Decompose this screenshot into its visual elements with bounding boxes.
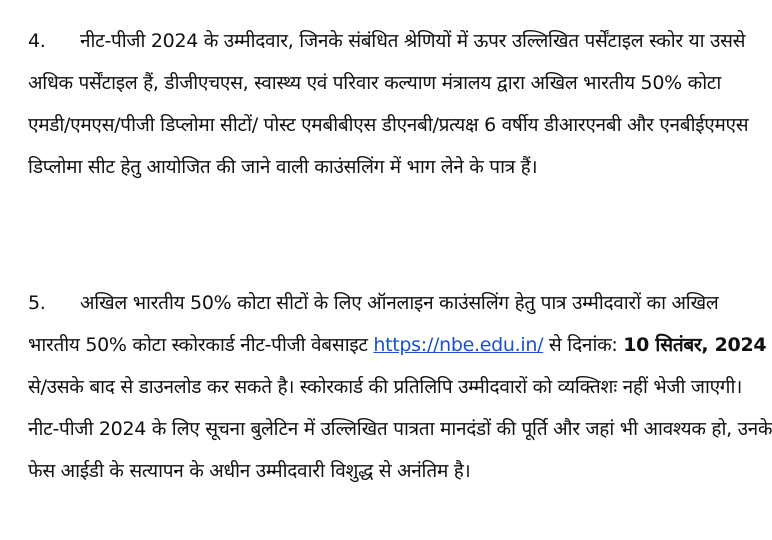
paragraph-5 [28, 282, 772, 492]
paragraph-text: से दिनांक: [543, 334, 624, 356]
paragraph-line: नीट-पीजी 2024 के लिए सूचना बुलेटिन में उल्लिखित पात्रता मानदंडों की पूर्ति और जहां भी आवश्यक हो, उनके [28, 418, 772, 440]
paragraph-4 [28, 20, 749, 188]
nbe-website-link[interactable]: https://nbe.edu.in/ [373, 334, 544, 356]
paragraph-text: अखिल भारतीय 50% कोटा सीटों के लिए ऑनलाइन काउंसलिंग हेतु पात्र उम्मीदवारों का अखिल [80, 292, 719, 314]
date-highlight: 10 सितंबर, 2024 [623, 334, 767, 356]
paragraph-line [28, 324, 767, 366]
paragraph-line [28, 20, 746, 62]
paragraph-line: अधिक पर्सेंटाइल हैं, डीजीएचएस, स्वास्थ्य एवं परिवार कल्याण मंत्रालय द्वारा अखिल भारतीय 50% कोटा [28, 72, 722, 94]
paragraph-line: एमडी/एमएस/पीजी डिप्लोमा सीटों/ पोस्ट एमबीबीएस डीएनबी/प्रत्यक्ष 6 वर्षीय डीआरएनबी और एनबीईएमएस [28, 114, 749, 136]
paragraph-line: डिप्लोमा सीट हेतु आयोजित की जाने वाली काउंसलिंग में भाग लेने के पात्र हैं। [28, 156, 538, 178]
paragraph-text: नीट-पीजी 2024 के उम्मीदवार, जिनके संबंधित श्रेणियों में ऊपर उल्लिखित पर्सेंटाइल स्कोर या उससे [80, 30, 746, 52]
paragraph-line [28, 282, 719, 324]
paragraph-line: फेस आईडी के सत्यापन के अधीन उम्मीदवारी विशुद्ध से अनंतिम है। [28, 460, 471, 482]
paragraph-number: 5. [28, 292, 46, 314]
paragraph-number: 4. [28, 30, 46, 52]
paragraph-text: भारतीय 50% कोटा स्कोरकार्ड नीट-पीजी वेबसाइट [28, 334, 374, 356]
paragraph-line: से/उसके बाद से डाउनलोड कर सकते है। स्कोरकार्ड की प्रतिलिपि उम्मीदवारों को व्यक्तिशः नहीं भेजी जाएगी। [28, 376, 743, 398]
